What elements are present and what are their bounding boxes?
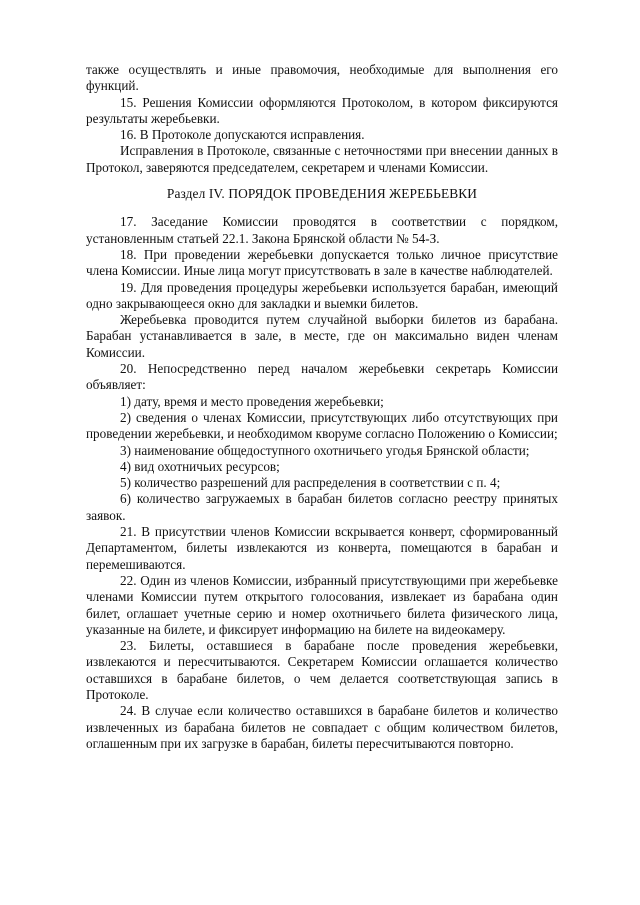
paragraph-23: 23. Билеты, оставшиеся в барабане после проведения жеребьевки, извлекаются и пересчитываются. Секретарем Комиссии оглашается количество оставшихся в барабане билетов, о чем делается соответствующая запись в Протоколе. — [86, 638, 558, 702]
list-item-4: 4) вид охотничьих ресурсов; — [120, 458, 280, 474]
list-item-3: 3) наименование общедоступного охотничьего угодья Брянской области; — [120, 442, 530, 458]
list-item-2: 2) сведения о членах Комиссии, присутствующих либо отсутствующих при проведении жеребьевки, и необходимом кворуме согласно Положению о Комиссии; — [86, 409, 558, 442]
paragraph-20: 20. Непосредственно перед началом жеребьевки секретарь Комиссии объявляет: — [86, 361, 558, 393]
paragraph-continuation: также осуществлять и иные правомочия, необходимые для выполнения его функций. — [86, 62, 558, 94]
paragraph-19: 19. Для проведения процедуры жеребьевки используется барабан, имеющий одно закрывающееся окно для закладки и выемки билетов. — [86, 279, 558, 311]
paragraph-18: 18. При проведении жеребьевки допускается только личное присутствие члена Комиссии. Иные лица могут присутствовать в зале в качестве наблюдателей. — [86, 246, 558, 279]
paragraph-17: 17. Заседание Комиссии проводятся в соответствии с порядком, установленным статьей 22.1. Закона Брянской области № 54-З. — [86, 214, 558, 246]
list-item-1: 1) дату, время и место проведения жеребьевки; — [120, 393, 384, 409]
document-page — [86, 62, 558, 752]
paragraph-16-corrections: Исправления в Протоколе, связанные с неточностями при внесении данных в Протокол, заверяются председателем, секретарем и членами Комиссии. — [86, 143, 558, 175]
list-item-5: 5) количество разрешений для распределения в соответствии с п. 4; — [120, 475, 501, 491]
paragraph-24: 24. В случае если количество оставшихся в барабане билетов и количество извлеченных из барабана билетов не совпадает с общим количеством билетов, оглашенным при их загрузке в барабан, билеты пересчитываются повторно. — [86, 703, 558, 751]
paragraph-19-drum: Жеребьевка проводится путем случайной выборки билетов из барабана. Барабан устанавливается в зале, в месте, где он максимально виден членам Комиссии. — [86, 312, 558, 360]
paragraph-16: 16. В Протоколе допускаются исправления. — [120, 127, 365, 143]
section-heading: Раздел IV. ПОРЯДОК ПРОВЕДЕНИЯ ЖЕРЕБЬЕВКИ — [166, 186, 478, 202]
paragraph-22: 22. Один из членов Комиссии, избранный присутствующими при жеребьевке членами Комиссии путем открытого голосования, извлекает из барабана один билет, оглашает учетные серию и номер охотничьего билета физического лица, указанные на билете, и фиксирует информацию на билете на видеокамеру. — [86, 572, 558, 637]
paragraph-15: 15. Решения Комиссии оформляются Протоколом, в котором фиксируются результаты жеребьевки. — [86, 94, 558, 126]
paragraph-21: 21. В присутствии членов Комиссии вскрывается конверт, сформированный Департаментом, билеты извлекаются из конверта, помещаются в барабан и перемешиваются. — [86, 524, 558, 572]
list-item-6: 6) количество загружаемых в барабан билетов согласно реестру принятых заявок. — [86, 491, 558, 523]
